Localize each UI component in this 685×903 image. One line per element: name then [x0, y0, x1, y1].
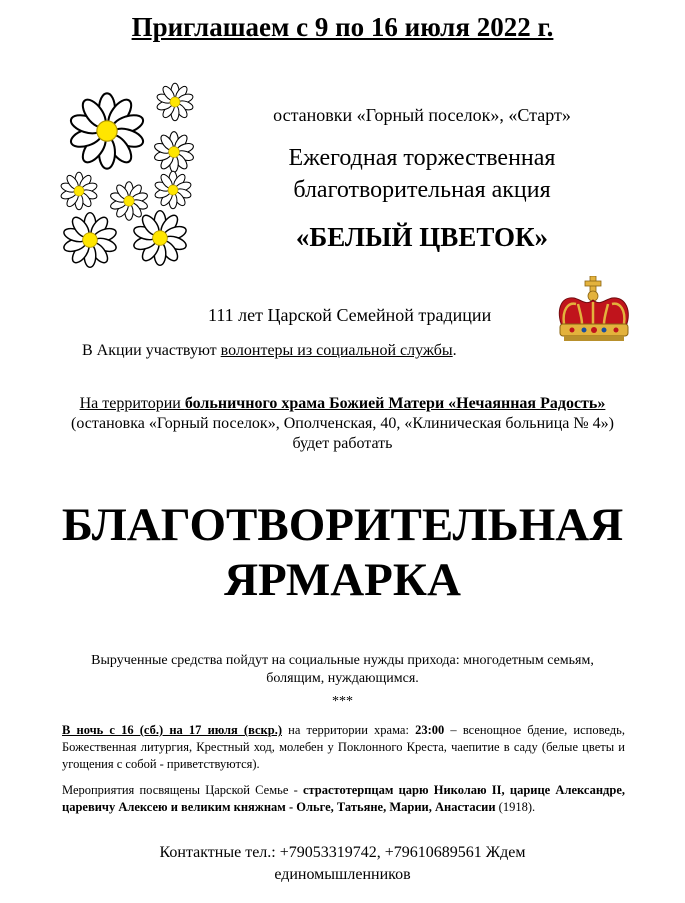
charity-fair-title — [0, 498, 685, 608]
volunteers-link: волонтеры из социальной службы — [220, 342, 453, 359]
invitation-headline: Приглашаем с 9 по 16 июля 2022 г. — [131, 12, 554, 42]
volunteers-after: . — [452, 342, 457, 359]
territory-text — [60, 394, 625, 454]
night-time: 23:00 — [415, 723, 445, 737]
events-prefix: Мероприятия посвящены Царской Семье - — [62, 783, 303, 797]
bus-stops-text: остановки «Горный поселок», «Старт» — [273, 105, 571, 125]
night-middle: на территории храма: — [282, 723, 416, 737]
annual-line-1: Ежегодная торжественная — [288, 145, 556, 171]
royal-family-names: страстотерпцам царю Николаю II, царице Александре, царевичу Алексею и великим княжнам - Ольге, Татьяне, Марии, Анастасии — [62, 783, 625, 814]
crown-icon — [552, 276, 636, 346]
volunteers-text — [82, 342, 457, 360]
contacts-line-1: Контактные тел.: +79053319742, +79610689561 Ждем — [159, 844, 526, 861]
fair-line-2: ЯРМАРКА — [224, 554, 461, 606]
daisy-flower — [156, 83, 194, 120]
territory-prefix: На территории — [79, 395, 185, 412]
annual-line-2: благотворительная акция — [293, 177, 551, 203]
volunteers-before: В Акции участвуют — [82, 342, 221, 359]
dedication-text — [62, 782, 625, 816]
separator: *** — [332, 694, 353, 709]
daisy-flower — [132, 211, 187, 266]
territory-suffix: (остановка «Горный поселок», Ополченская, 40, «Клиническая больница № 4») будет работать — [71, 415, 614, 452]
action-name: «БЕЛЫЙ ЦВЕТОК» — [295, 222, 549, 252]
proceeds-text: Вырученные средства пойдут на социальные нужды прихода: многодетным семьям, болящим, нуждающимся. — [91, 653, 594, 686]
night-service-text — [62, 722, 625, 773]
contacts-text — [100, 842, 585, 886]
contacts-line-2: единомышленников — [274, 866, 411, 883]
daisy-flower — [109, 182, 148, 220]
temple-name: больничного храма Божией Матери «Нечаянная Радость» — [184, 395, 606, 412]
tradition-years-text: 111 лет Царской Семейной традиции — [208, 305, 492, 325]
daisy-flower — [62, 213, 117, 268]
daisy-flower — [153, 132, 194, 173]
events-suffix: (1918). — [495, 800, 536, 814]
night-rest: – всенощное бдение, исповедь, Божественная литургия, Крестный ход, молебен у Поклонного Креста, чаепитие в саду (белые цветы и угощения с собой - приветствуются). — [62, 723, 625, 771]
fair-line-1: БЛАГОТВОРИТЕЛЬНАЯ — [61, 499, 624, 551]
night-date: В ночь с 16 (сб.) на 17 июля (вскр.) — [62, 723, 282, 737]
daisy-flower — [60, 172, 98, 209]
annual-event-text — [222, 142, 622, 206]
daisy-flower — [154, 171, 192, 208]
daisy-flower — [69, 93, 146, 168]
daisy-cluster-icon — [50, 78, 205, 270]
